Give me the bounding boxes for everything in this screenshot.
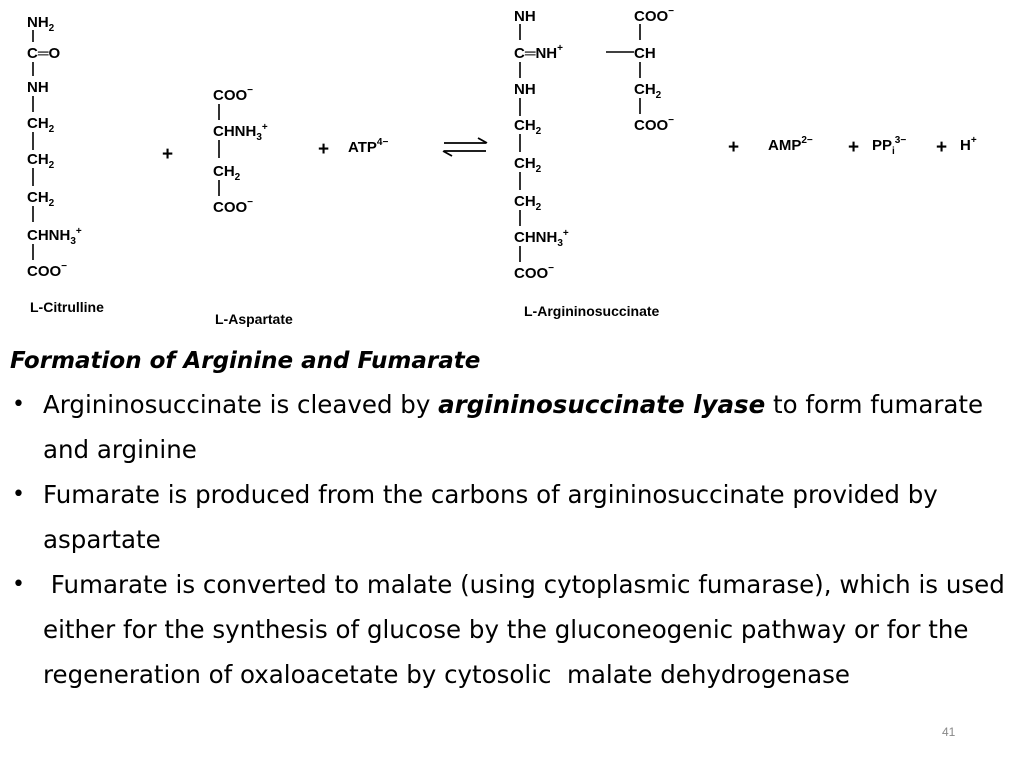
aspartate-chnh3: $CHNH_3^+$ xyxy=(213,122,268,143)
plus-sign-3: + xyxy=(728,137,740,158)
aspartate-structure xyxy=(213,85,293,327)
equilibrium-arrow-icon xyxy=(443,138,487,156)
slide-content xyxy=(10,344,1014,697)
aspartate-coo-bottom: COO− xyxy=(213,197,254,216)
bullet-item-3 xyxy=(10,562,1014,697)
plus-sign-1: + xyxy=(162,144,174,165)
argsucc-ch2-3: $CH_2$ xyxy=(514,193,542,213)
citrulline-ch2-3: $CH_2$ xyxy=(27,189,55,209)
bullet-item-1 xyxy=(10,382,1014,472)
citrulline-carbonyl: C═O xyxy=(27,45,61,62)
plus-sign-4: + xyxy=(848,137,860,158)
argsucc-cnh: C═NH+ xyxy=(514,43,563,62)
bullet-dot-icon: • xyxy=(12,392,25,417)
argininosuccinate-name: L-Argininosuccinate xyxy=(524,303,660,319)
argsucc-side-ch2: $CH_2$ xyxy=(634,81,662,101)
argsucc-nh-top: NH xyxy=(514,8,536,25)
aspartate-coo-top: COO− xyxy=(213,85,254,104)
proton-label: H+ xyxy=(960,135,977,154)
citrulline-ch2-1: $CH_2$ xyxy=(27,115,55,135)
citrulline-nh2: $NH_2$ xyxy=(27,14,55,34)
citrulline-coo: COO− xyxy=(27,261,68,280)
bullet-2-text: Fumarate is produced from the carbons of argininosuccinate provided by aspartate xyxy=(43,480,938,554)
bullet-item-2 xyxy=(10,472,1014,562)
argsucc-coo: COO− xyxy=(514,263,555,282)
bullet-list xyxy=(10,382,1014,697)
citrulline-structure xyxy=(27,14,104,315)
aspartate-name: L-Aspartate xyxy=(215,311,293,327)
argsucc-ch2-2: $CH_2$ xyxy=(514,155,542,175)
aspartate-ch2: $CH_2$ xyxy=(213,163,241,183)
page-number: 41 xyxy=(942,725,956,739)
citrulline-ch2-2: $CH_2$ xyxy=(27,151,55,171)
plus-sign-5: + xyxy=(936,137,948,158)
amp-label: $AMP^{2-}$ xyxy=(768,135,813,154)
slide-heading: Formation of Arginine and Fumarate xyxy=(10,348,481,374)
argininosuccinate-structure xyxy=(514,6,674,319)
argsucc-side-coo-bottom: COO− xyxy=(634,115,675,134)
argsucc-nh: NH xyxy=(514,81,536,98)
bullet-1-text-after: to form fumarate and arginine xyxy=(43,390,984,464)
citrulline-nh: NH xyxy=(27,79,49,96)
argsucc-side-ch: CH xyxy=(634,45,656,62)
ppi-label: $PP_i^{3-}$ xyxy=(872,135,907,157)
citrulline-name: L-Citrulline xyxy=(30,299,104,315)
argsucc-ch2-1: $CH_2$ xyxy=(514,117,542,137)
reaction-scheme xyxy=(0,0,1024,340)
argsucc-side-coo-top: COO− xyxy=(634,6,675,25)
bullet-3-text: Fumarate is converted to malate (using cytoplasmic fumarase), which is used either for the synthesis of glucose by the gluconeogenic pathway or for the regeneration of oxaloacetate by cytosolic malate dehydrogenase xyxy=(43,570,1013,689)
bullet-1-text-before: Argininosuccinate is cleaved by xyxy=(43,390,439,419)
bullet-dot-icon: • xyxy=(12,572,25,597)
bullet-1-enzyme: argininosuccinate lyase xyxy=(438,390,766,419)
argsucc-chnh3: $CHNH_3^+$ xyxy=(514,228,569,249)
citrulline-chnh3: $CHNH_3^+$ xyxy=(27,226,82,247)
atp-label: $ATP^{4-}$ xyxy=(348,137,389,156)
bullet-dot-icon: • xyxy=(12,482,25,507)
plus-sign-2: + xyxy=(318,139,330,160)
